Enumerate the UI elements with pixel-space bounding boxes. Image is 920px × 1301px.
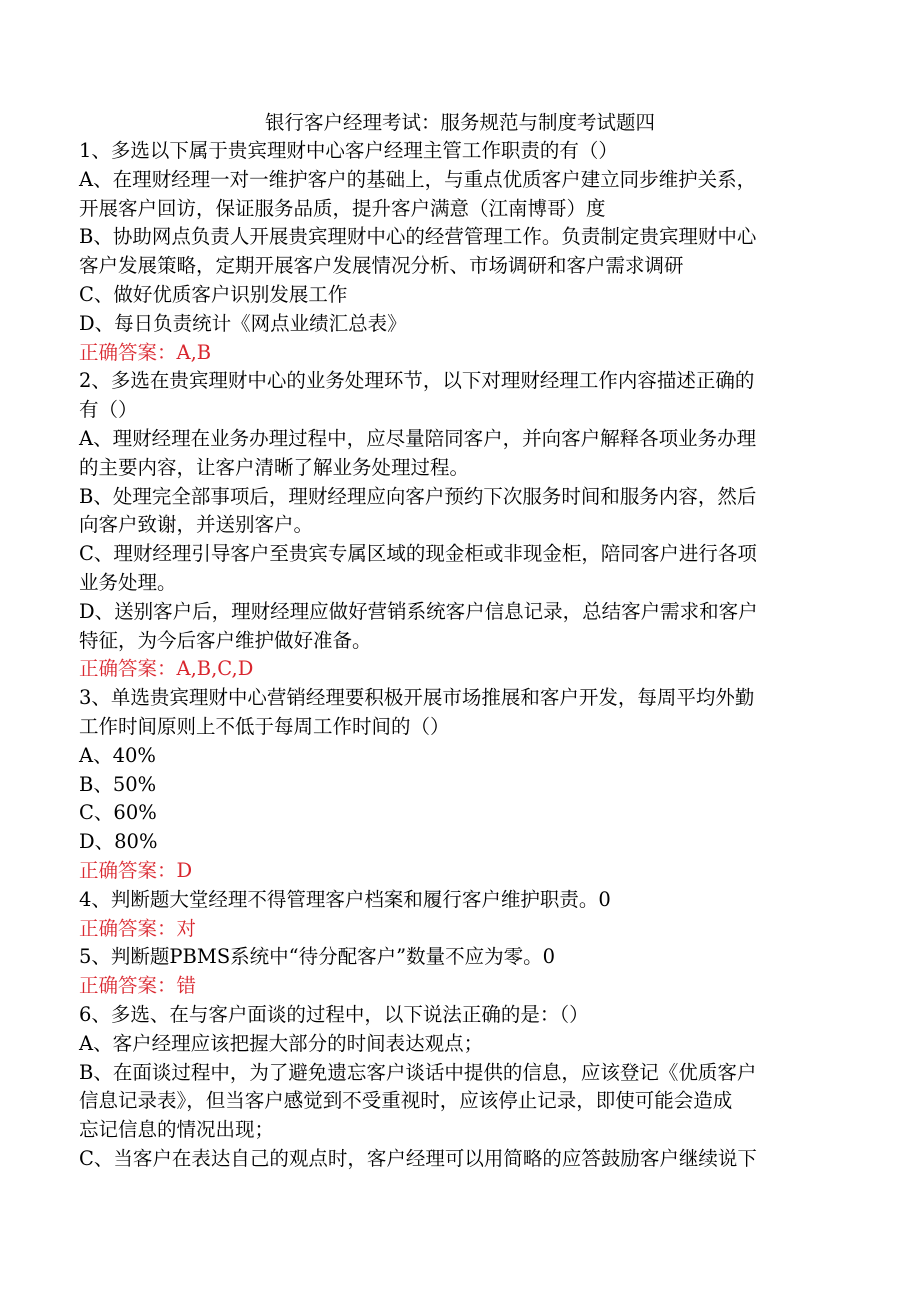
option-text: 信息记录表》，但当客户感觉到不受重视时，应该停止记录，即使可能会造成 <box>79 1089 733 1113</box>
answer-text: 正确答案：对 <box>79 916 197 940</box>
option-text: A、客户经理应该把握大部分的时间表达观点； <box>79 1031 484 1055</box>
option-text: A、理财经理在业务办理过程中，应尽量陪同客户，并向客户解释各项业务办理 <box>79 426 757 450</box>
question-text: 4、判断题大堂经理不得管理客户档案和履行客户维护职责。0 <box>79 887 611 911</box>
option-text: 忘记信息的情况出现； <box>79 1118 275 1142</box>
option-text: 的主要内容，让客户清晰了解业务处理过程。 <box>79 455 470 479</box>
option-text: C、做好优质客户识别发展工作 <box>79 282 348 306</box>
option-text: B、在面谈过程中，为了避免遗忘客户谈话中提供的信息，应该登记《优质客户 <box>79 1060 757 1084</box>
question-text: 1、多选以下属于贵宾理财中心客户经理主管工作职责的有（） <box>79 139 618 162</box>
option-text: D、每日负责统计《网点业绩汇总表》 <box>79 311 407 335</box>
question-text: 5、判断题PBMS系统中“待分配客户”数量不应为零。0 <box>79 945 556 969</box>
option-text: B、处理完全部事项后，理财经理应向客户预约下次服务时间和服务内容，然后 <box>79 484 757 508</box>
question-text: 3、单选贵宾理财中心营销经理要积极开展市场推展和客户开发，每周平均外勤 <box>79 686 755 710</box>
option-text: 向客户致谢，并送别客户。 <box>79 513 314 537</box>
option-text: C、60% <box>79 801 157 825</box>
answer-text: 正确答案：错 <box>79 974 197 998</box>
question-text: 有（） <box>79 398 138 422</box>
answer-text: 正确答案：D <box>79 858 193 882</box>
document-body <box>79 137 839 1174</box>
answer-text: 正确答案：A,B <box>79 340 212 364</box>
option-text: B、50% <box>79 772 157 796</box>
option-text: A、在理财经理一对一维护客户的基础上，与重点优质客户建立同步维护关系， <box>79 167 757 191</box>
option-text: 业务处理。 <box>79 570 177 594</box>
question-text: 6、多选、在与客户面谈的过程中，以下说法正确的是：（） <box>79 1002 589 1026</box>
question-text: 工作时间原则上不低于每周工作时间的（） <box>79 714 450 738</box>
option-text: A、40% <box>79 743 156 767</box>
option-text: C、理财经理引导客户至贵宾专属区域的现金柜或非现金柜，陪同客户进行各项 <box>79 542 757 566</box>
option-text: 客户发展策略，定期开展客户发展情况分析、市场调研和客户需求调研 <box>79 254 684 278</box>
option-text: C、当客户在表达自己的观点时，客户经理可以用简略的应答鼓励客户继续说下 <box>79 1146 757 1170</box>
question-text: 2、多选在贵宾理财中心的业务处理环节，以下对理财经理工作内容描述正确的 <box>79 369 755 393</box>
document-title: 银行客户经理考试：服务规范与制度考试题四 <box>264 111 655 134</box>
option-text: D、80% <box>79 830 158 854</box>
answer-text: 正确答案：A,B,C,D <box>79 657 254 681</box>
option-text: D、送别客户后，理财经理应做好营销系统客户信息记录，总结客户需求和客户 <box>79 599 758 623</box>
option-text: B、协助网点负责人开展贵宾理财中心的经营管理工作。负责制定贵宾理财中心 <box>79 225 757 249</box>
option-text: 特征，为今后客户维护做好准备。 <box>79 628 372 652</box>
option-text: 开展客户回访，保证服务品质，提升客户满意（江南博哥）度 <box>79 196 606 220</box>
